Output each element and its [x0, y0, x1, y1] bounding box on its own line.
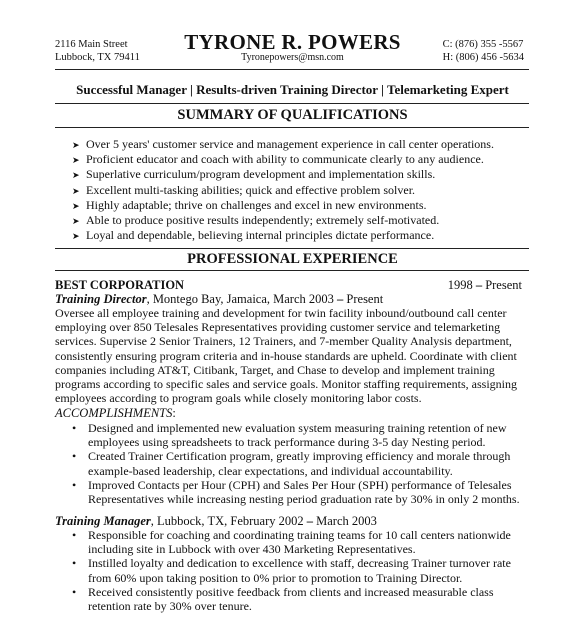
phone-block: [443, 38, 524, 64]
job-title: Training Manager: [55, 514, 151, 528]
bullet-dot-icon: •: [72, 477, 77, 492]
bullet-dot-icon: •: [72, 421, 77, 435]
bullet-dot-icon: •: [72, 584, 77, 599]
accomplishments-heading: ACCOMPLISHMENTS:: [55, 406, 176, 420]
job-title: Training Director: [55, 292, 147, 306]
bullet-dot-icon: •: [72, 556, 77, 571]
list-item: ➤ Superlative curriculum/program development and implementation skills.: [72, 167, 436, 182]
summary-rule-top: [55, 103, 529, 104]
list-item: ➤ Proficient educator and coach with ability to communicate clearly to any audience.: [72, 152, 484, 167]
experience-heading: PROFESSIONAL EXPERIENCE: [187, 251, 398, 267]
role-description: Oversee all employee training and development for twin facility inbound/outbound call center employing over 850 Telesales Representatives providing customer service and telemarketing services. Supervise 2 Senior Trainers, 12 Trainers, and 7-member Quality Analysis department, consistently ensuring program criteria and in-house standards are upheld. Coordinate with client companies including AT&T, Citibank, Target, and Chase to develop and implement training programs according to specific sales and service goals. Monitor staffing requirements, assigning employees according to program goals while closely monitoring labor costs.: [55, 306, 517, 406]
summary-rule-bottom: [55, 127, 529, 128]
phone-home: H: (806) 456 -5634: [442, 52, 524, 63]
role-training-manager: Training Manager, Lubbock, TX, February 2002 – March 2003: [55, 514, 377, 528]
qualifications-list: [72, 137, 494, 243]
company-name: BEST CORPORATION: [55, 278, 185, 292]
arrow-bullet-icon: ➤: [72, 231, 80, 242]
summary-heading: SUMMARY OF QUALIFICATIONS: [177, 107, 408, 123]
arrow-bullet-icon: ➤: [72, 200, 80, 211]
experience-rule-bottom: [55, 270, 529, 271]
arrow-bullet-icon: ➤: [72, 170, 80, 181]
candidate-name: TYRONE R. POWERS: [184, 30, 401, 54]
phone-cell: C: (876) 355 -5567: [442, 39, 524, 50]
list-item: • Improved Contacts per Hour (CPH) and Sales Per Hour (SPH) performance of Telesales Representatives while increasing nesting period graduation rate by 30% in only 2 months.: [72, 477, 520, 507]
arrow-bullet-icon: ➤: [72, 185, 80, 196]
list-item: • Instilled loyalty and dedication to excellence with staff, decreasing Trainer turnover rate from 60% upon taking position to 0% prior to promotion to Training Director.: [72, 556, 511, 585]
arrow-bullet-icon: ➤: [72, 140, 80, 150]
header-divider: [55, 69, 529, 70]
training-manager-list: [72, 528, 511, 613]
list-item: ➤ Over 5 years' customer service and management experience in call center operations.: [72, 137, 494, 151]
list-item: • Created Trainer Certification program, greatly improving efficiency and morale through example-based leadership, clear expectations, and individual accountability.: [72, 449, 511, 478]
employment-dates: 1998 – Present: [447, 278, 522, 292]
arrow-bullet-icon: ➤: [72, 155, 80, 166]
tagline: Successful Manager | Results-driven Training Director | Telemarketing Expert: [76, 82, 509, 97]
list-item: • Designed and implemented new evaluation system measuring training retention of new employees using spreadsheets to track performance during 3-5 day Nesting period.: [72, 421, 507, 450]
arrow-bullet-icon: ➤: [72, 216, 80, 227]
list-item: ➤ Able to produce positive results independently; extremely self-motivated.: [72, 213, 440, 228]
email-address: Tyronepowers@msn.com: [241, 52, 344, 63]
bullet-dot-icon: •: [72, 528, 77, 542]
bullet-dot-icon: •: [72, 449, 77, 464]
list-item: • Received consistently positive feedback from clients and increased measurable class retention rate by 30% over tenure.: [72, 584, 494, 614]
address-street: 2116 Main Street: [55, 39, 128, 50]
experience-rule-top: [55, 248, 529, 249]
list-item: ➤ Excellent multi-tasking abilities; quick and effective problem solver.: [72, 182, 416, 197]
list-item: • Responsible for coaching and coordinating training teams for 10 call centers nationwide including site in Lubbock with over 430 Marketing Representatives.: [72, 528, 511, 557]
accomplishments-list: [72, 421, 520, 506]
list-item: ➤ Highly adaptable; thrive on challenges and excel in new environments.: [72, 197, 427, 212]
role-training-director: Training Director, Montego Bay, Jamaica, March 2003 – Present: [55, 292, 384, 306]
list-item: ➤ Loyal and dependable, believing internal principles dictate performance.: [72, 228, 435, 243]
address-city: Lubbock, TX 79411: [55, 52, 140, 63]
